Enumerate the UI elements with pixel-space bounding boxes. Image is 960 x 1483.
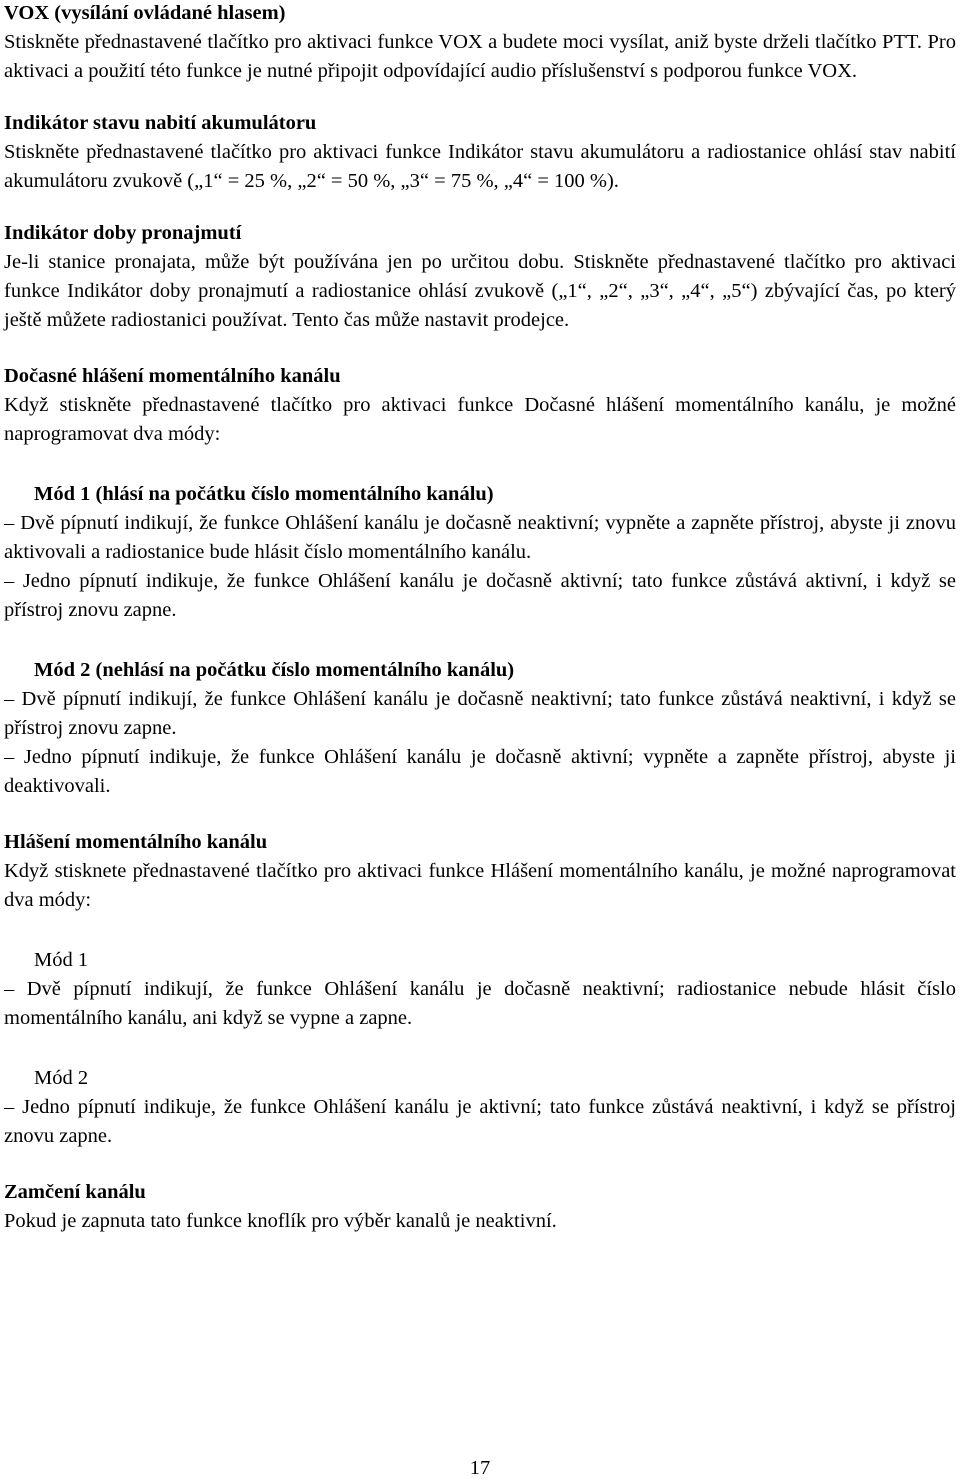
section-text: Stiskněte přednastavené tlačítko pro aktivaci funkce Indikátor stavu akumulátoru a radiostanice ohlásí stav nabití akumulátoru zvukově („1“ = 25 %, „2“ = 50 %, „3“ = 75 %, „4“ = 100 %).: [4, 141, 956, 192]
mode-heading: Mód 2: [34, 1067, 89, 1089]
section-text: Když stisknete přednastavené tlačítko pro aktivaci funkce Hlášení momentálního kanálu, je možné naprogramovat dva módy:: [4, 860, 956, 911]
mode-heading: Mód 1: [34, 949, 89, 971]
section-heading: Hlášení momentálního kanálu: [4, 831, 268, 853]
section-heading: Indikátor stavu nabití akumulátoru: [4, 112, 317, 134]
mode-heading: Mód 1 (hlásí na počátku číslo momentálního kanálu): [34, 483, 494, 505]
page-number: 17: [469, 1457, 491, 1479]
mode-item: – Dvě pípnutí indikují, že funkce Ohlášení kanálu je dočasně neaktivní; vypněte a zapněte přístroj, abyste ji znovu aktivovali a radiostanice bude hlásit číslo momentálního kanálu.: [4, 512, 956, 563]
mode-item: – Jedno pípnutí indikuje, že funkce Ohlášení kanálu je aktivní; tato funkce zůstává neaktivní, i když se přístroj znovu zapne.: [4, 1096, 956, 1147]
mode-item: – Jedno pípnutí indikuje, že funkce Ohlášení kanálu je dočasně aktivní; tato funkce zůstává aktivní, i když se přístroj znovu zapne.: [4, 570, 956, 621]
section-battery-indicator: [4, 109, 956, 196]
section-heading: Zamčení kanálu: [4, 1181, 146, 1203]
mode-heading: Mód 2 (nehlásí na počátku číslo momentálního kanálu): [34, 659, 515, 681]
section-heading: Dočasné hlášení momentálního kanálu: [4, 365, 341, 387]
section-rental-time-indicator: [4, 219, 956, 335]
section-text: Stiskněte přednastavené tlačítko pro aktivaci funkce VOX a budete moci vysílat, aniž byste drželi tlačítko PTT. Pro aktivaci a použití této funkce je nutné připojit odpovídající audio příslušenství s podporou funkce VOX.: [4, 31, 956, 82]
mode-item: – Dvě pípnutí indikují, že funkce Ohlášení kanálu je dočasně neaktivní; tato funkce zůstává neaktivní, i když se přístroj znovu zapne.: [4, 688, 956, 739]
mode-item: – Jedno pípnutí indikuje, že funkce Ohlášení kanálu je dočasně aktivní; vypněte a zapněte přístroj, abyste ji deaktivovali.: [4, 746, 956, 797]
section-text: Je-li stanice pronajata, může být používána jen po určitou dobu. Stiskněte přednastavené tlačítko pro aktivaci funkce Indikátor doby pronajmutí a radiostanice ohlásí zvukově („1“, „2“, „3“, „4“, „5“) zbývající čas, po který ještě můžete radiostanici používat. Tento čas může nastavit prodejce.: [4, 251, 956, 331]
section-temporary-channel-announcement: [4, 362, 956, 801]
section-text: Pokud je zapnuta tato funkce knoflík pro výběr kanalů je neaktivní.: [4, 1210, 557, 1232]
document-page: [4, 0, 956, 1236]
section-heading: Indikátor doby pronajmutí: [4, 222, 242, 244]
section-text: Když stiskněte přednastavené tlačítko pro aktivaci funkce Dočasné hlášení momentálního kanálu, je možné naprogramovat dva módy:: [4, 394, 956, 445]
section-channel-announcement: [4, 828, 956, 1151]
mode-item: – Dvě pípnutí indikují, že funkce Ohlášení kanálu je dočasně neaktivní; radiostanice nebude hlásit číslo momentálního kanálu, ani když se vypne a zapne.: [4, 978, 956, 1029]
section-vox: [4, 0, 956, 86]
section-heading: VOX (vysílání ovládané hlasem): [4, 2, 286, 24]
section-channel-lock: [4, 1178, 956, 1236]
